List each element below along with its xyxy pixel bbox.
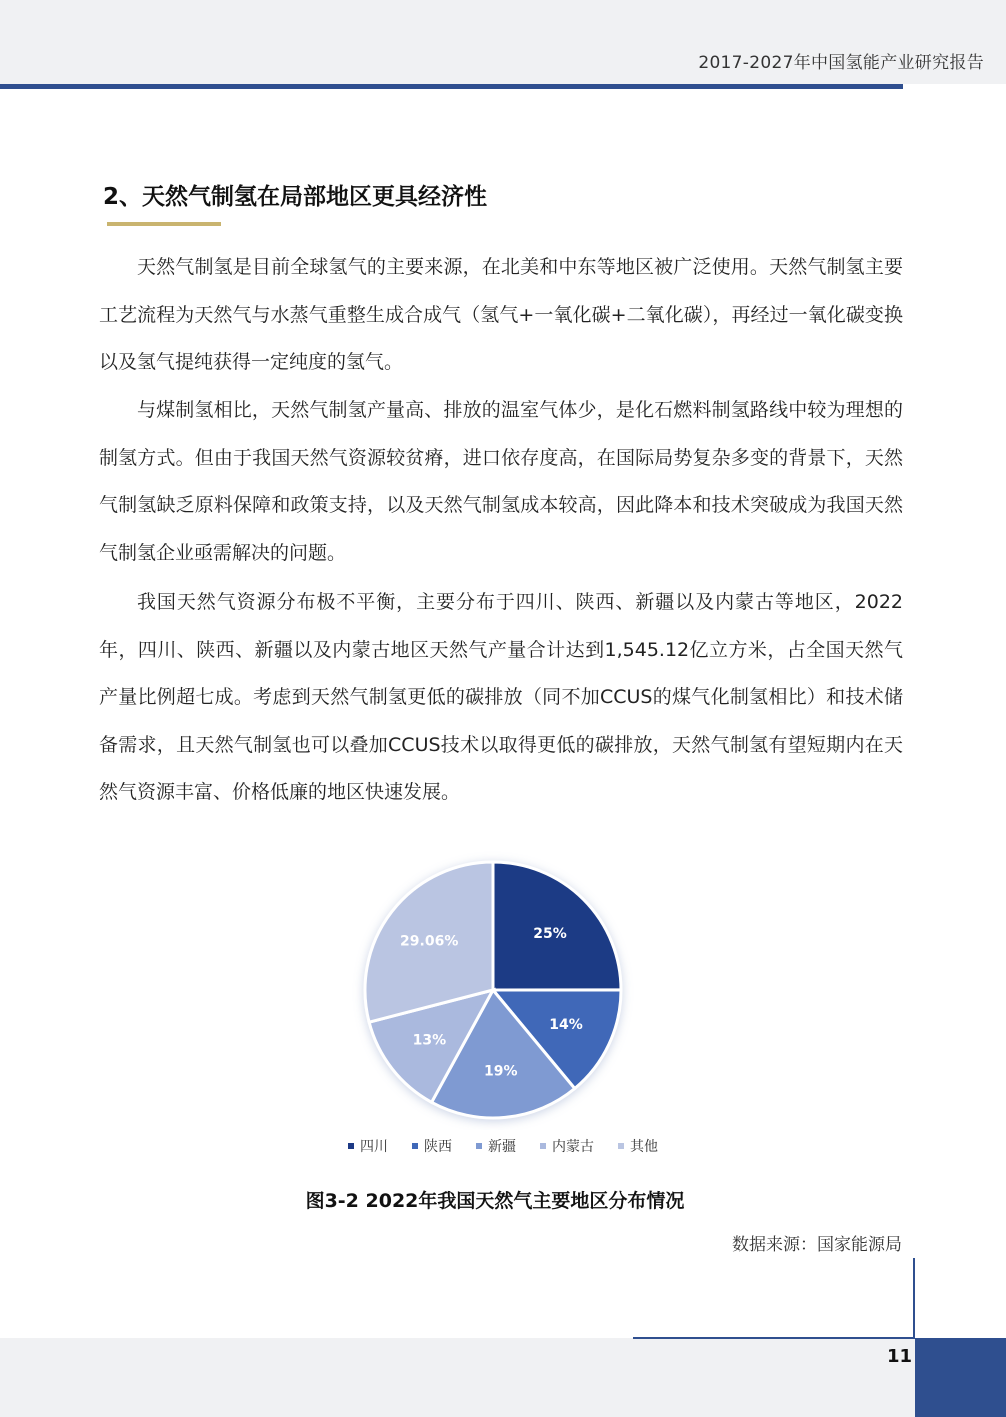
legend-item-shaanxi xyxy=(412,1136,452,1156)
pie-slice-label-3: 19% xyxy=(483,1063,518,1080)
footer-rule-horizontal xyxy=(633,1337,915,1339)
legend-swatch xyxy=(348,1143,354,1149)
pie-slice-label-1: 25% xyxy=(533,925,567,942)
legend-swatch xyxy=(618,1143,624,1149)
report-title: 2017-2027年中国氢能产业研究报告 xyxy=(698,53,984,73)
title-underline xyxy=(107,222,221,226)
chart-legend xyxy=(348,1135,658,1157)
section-title: 2、天然气制氢在局部地区更具经济性 xyxy=(103,184,488,210)
legend-item-neimenggu xyxy=(540,1136,594,1156)
footer-accent-block xyxy=(915,1338,1006,1417)
legend-swatch xyxy=(412,1143,418,1149)
legend-swatch xyxy=(476,1143,482,1149)
legend-label: 陕西 xyxy=(424,1139,452,1155)
pie-slice-label-2: 14% xyxy=(549,1017,583,1034)
paragraph-3: 我国天然气资源分布极不平衡，主要分布于四川、陕西、新疆以及内蒙古等地区，2022年，四川、陕西、新疆以及内蒙古地区天然气产量合计达到1,545.12亿立方米，占全国天然气产量比例超七成。考虑到天然气制氢更低的碳排放（同不加CCUS的煤气化制氢相比）和技术储备需求，且天然气制氢也可以叠加CCUS技术以取得更低的碳排放，天然气制氢有望短期内在天然气资源丰富、价格低廉的地区快速发展。 xyxy=(99,591,903,803)
pie-chart xyxy=(0,850,1006,1130)
legend-label: 新疆 xyxy=(488,1139,516,1155)
legend-label: 其他 xyxy=(630,1139,658,1155)
pie-slice-label-4: 13% xyxy=(412,1032,447,1049)
footer-rule-vertical xyxy=(913,1258,915,1338)
footer-band xyxy=(0,1338,1006,1417)
page-number: 11 xyxy=(886,1346,912,1367)
legend-swatch xyxy=(540,1143,546,1149)
paragraph-1: 天然气制氢是目前全球氢气的主要来源，在北美和中东等地区被广泛使用。天然气制氢主要工艺流程为天然气与水蒸气重整生成合成气（氢气+一氧化碳+二氧化碳），再经过一氧化碳变换以及氢气提纯获得一定纯度的氢气。 xyxy=(99,256,903,373)
legend-item-other xyxy=(618,1136,658,1156)
legend-label: 四川 xyxy=(360,1139,388,1155)
header-rule xyxy=(0,84,903,89)
pie-slice-label-5: 29.06% xyxy=(400,933,459,950)
legend-label: 内蒙古 xyxy=(552,1139,594,1155)
legend-item-sichuan xyxy=(348,1136,388,1156)
legend-item-xinjiang xyxy=(476,1136,516,1156)
paragraph-2: 与煤制氢相比，天然气制氢产量高、排放的温室气体少，是化石燃料制氢路线中较为理想的制氢方式。但由于我国天然气资源较贫瘠，进口依存度高，在国际局势复杂多变的背景下，天然气制氢缺乏原料保障和政策支持，以及天然气制氢成本较高，因此降本和技术突破成为我国天然气制氢企业亟需解决的问题。 xyxy=(99,399,903,564)
figure-caption: 图3-2 2022年我国天然气主要地区分布情况 xyxy=(305,1190,685,1212)
source-note: 数据来源：国家能源局 xyxy=(732,1235,902,1255)
